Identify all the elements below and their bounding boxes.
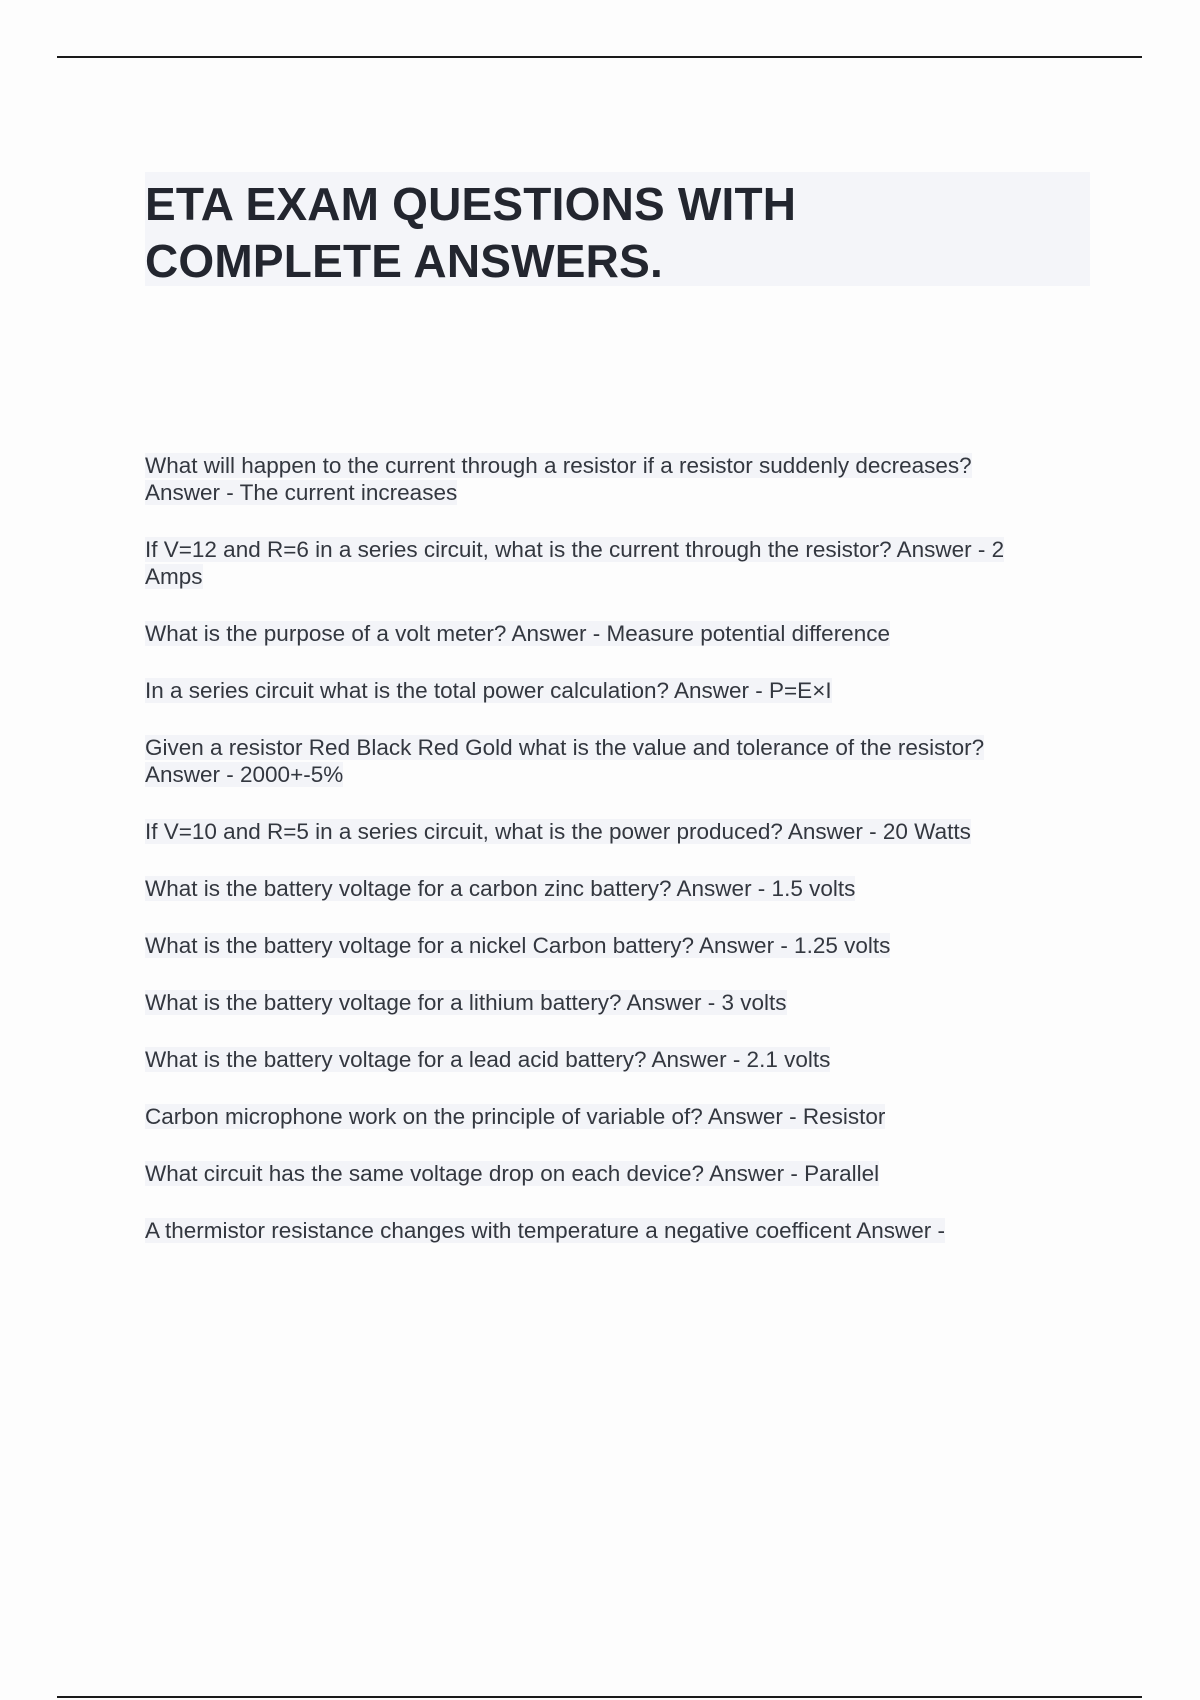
- qa-line: Carbon microphone work on the principle of variable of? Answer - Resistor: [145, 1104, 886, 1129]
- qa-item: [145, 620, 1090, 647]
- qa-line: Given a resistor Red Black Red Gold what is the value and tolerance of the resistor?: [145, 735, 985, 760]
- qa-line: If V=10 and R=5 in a series circuit, what is the power produced? Answer - 20 Watts: [145, 819, 971, 844]
- qa-line: If V=12 and R=6 in a series circuit, what is the current through the resistor? Answer - 2: [145, 537, 1005, 562]
- qa-item: [145, 1217, 1090, 1244]
- qa-line: Answer - 2000+-5%: [145, 762, 344, 787]
- qa-list: [145, 452, 1090, 1274]
- title-block: [145, 172, 1090, 286]
- qa-line: What is the battery voltage for a carbon zinc battery? Answer - 1.5 volts: [145, 876, 856, 901]
- qa-item: [145, 677, 1090, 704]
- qa-item: [145, 452, 1090, 506]
- qa-line: A thermistor resistance changes with temperature a negative coefficent Answer -: [145, 1218, 945, 1243]
- qa-item: [145, 1103, 1090, 1130]
- qa-item: [145, 932, 1090, 959]
- qa-line: Amps: [145, 564, 203, 589]
- title-line-2: COMPLETE ANSWERS.: [145, 235, 663, 287]
- qa-item: [145, 734, 1090, 788]
- qa-item: [145, 875, 1090, 902]
- qa-line: What circuit has the same voltage drop on each device? Answer - Parallel: [145, 1161, 880, 1186]
- top-rule: [57, 56, 1142, 58]
- page-title: [145, 176, 1090, 290]
- qa-item: [145, 818, 1090, 845]
- qa-line: What is the battery voltage for a lead acid battery? Answer - 2.1 volts: [145, 1047, 831, 1072]
- qa-item: [145, 1046, 1090, 1073]
- qa-line: What is the battery voltage for a lithium battery? Answer - 3 volts: [145, 990, 787, 1015]
- qa-line: What is the purpose of a volt meter? Answer - Measure potential difference: [145, 621, 890, 646]
- qa-line: In a series circuit what is the total power calculation? Answer - P=E×I: [145, 678, 832, 703]
- qa-item: [145, 1160, 1090, 1187]
- bottom-rule: [57, 1696, 1142, 1698]
- qa-line: What is the battery voltage for a nickel Carbon battery? Answer - 1.25 volts: [145, 933, 891, 958]
- qa-line: Answer - The current increases: [145, 480, 458, 505]
- qa-line: What will happen to the current through a resistor if a resistor suddenly decreases?: [145, 453, 972, 478]
- qa-item: [145, 989, 1090, 1016]
- title-line-1: ETA EXAM QUESTIONS WITH: [145, 178, 797, 230]
- qa-item: [145, 536, 1090, 590]
